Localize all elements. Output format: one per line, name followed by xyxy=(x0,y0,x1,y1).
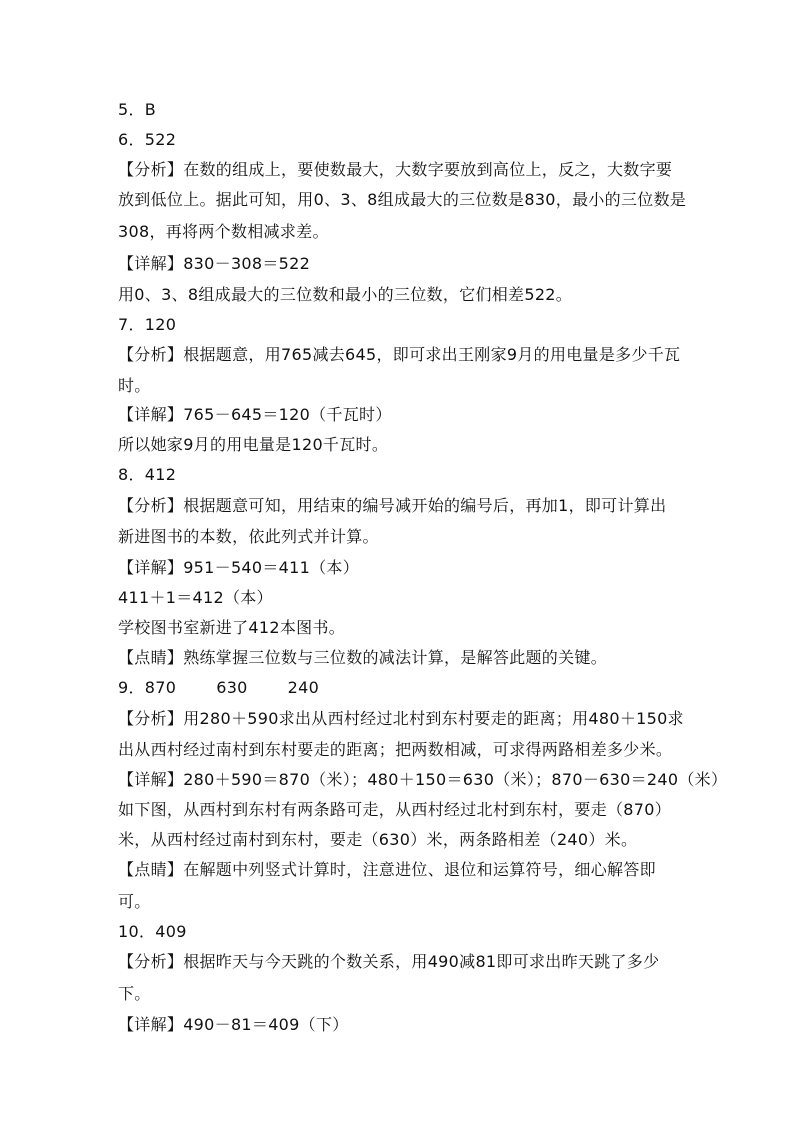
conclusion-8: 学校图书室新进了412本图书。 xyxy=(118,618,346,637)
analysis-6-line1: 【分析】在数的组成上，要使数最大，大数字要放到高位上，反之，大数字要 xyxy=(118,160,673,179)
conclusion-7: 所以她家9月的用电量是120千瓦时。 xyxy=(118,435,389,454)
analysis-7-line1: 【分析】根据题意，用765减去645，即可求出王刚家9月的用电量是多少千瓦 xyxy=(118,345,681,364)
answer-6: 6．522 xyxy=(118,130,177,149)
answer-5: 5．B xyxy=(118,100,157,119)
remark-9-line1: 【点睛】在解题中列竖式计算时，注意进位、退位和运算符号，细心解答即 xyxy=(118,860,656,879)
answer-9-second: 630 xyxy=(216,678,248,697)
detail-8-line1: 【详解】951－540＝411（本） xyxy=(118,558,360,577)
analysis-8-line2: 新进图书的本数，依此列式并计算。 xyxy=(118,527,379,546)
detail-9: 【详解】280＋590＝870（米）；480＋150＝630（米）；870－630＝240（米） xyxy=(118,770,728,789)
analysis-9-line1: 【分析】用280＋590求出从西村经过北村到东村要走的距离；用480＋150求 xyxy=(118,709,684,728)
analysis-10-line1: 【分析】根据昨天与今天跳的个数关系，用490减81即可求出昨天跳了多少 xyxy=(118,952,660,971)
analysis-9-line2: 出从西村经过南村到东村要走的距离；把两数相减，可求得两路相差多少米。 xyxy=(118,740,673,759)
explanation-9-line2: 米，从西村经过南村到东村，要走（630）米，两条路相差（240）米。 xyxy=(118,830,638,849)
analysis-8-line1: 【分析】根据题意可知，用结束的编号减开始的编号后，再加1，即可计算出 xyxy=(118,496,667,515)
detail-8-line2: 411＋1＝412（本） xyxy=(118,588,273,607)
answer-8: 8．412 xyxy=(118,465,177,484)
detail-6: 【详解】830－308＝522 xyxy=(118,254,311,273)
detail-10: 【详解】490－81＝409（下） xyxy=(118,1015,349,1034)
conclusion-6: 用0、3、8组成最大的三位数和最小的三位数，它们相差522。 xyxy=(118,285,573,304)
explanation-9-line1: 如下图，从西村到东村有两条路可走，从西村经过北村到东村，要走（870） xyxy=(118,800,672,819)
answer-9-third: 240 xyxy=(287,678,320,697)
detail-7: 【详解】765－645＝120（千瓦时） xyxy=(118,405,392,424)
answer-7: 7．120 xyxy=(118,315,177,334)
answer-9 xyxy=(118,678,319,698)
analysis-7-line2: 时。 xyxy=(118,376,151,395)
answer-9-first: 9．870 xyxy=(118,678,177,697)
analysis-10-line2: 下。 xyxy=(118,984,151,1003)
remark-9-line2: 可。 xyxy=(118,892,151,911)
remark-8: 【点睛】熟练掌握三位数与三位数的减法计算，是解答此题的关键。 xyxy=(118,648,608,667)
analysis-6-line2: 放到低位上。据此可知，用0、3、8组成最大的三位数是830，最小的三位数是 xyxy=(118,190,687,209)
answer-10: 10．409 xyxy=(118,922,187,941)
analysis-6-line3: 308，再将两个数相减求差。 xyxy=(118,222,329,241)
